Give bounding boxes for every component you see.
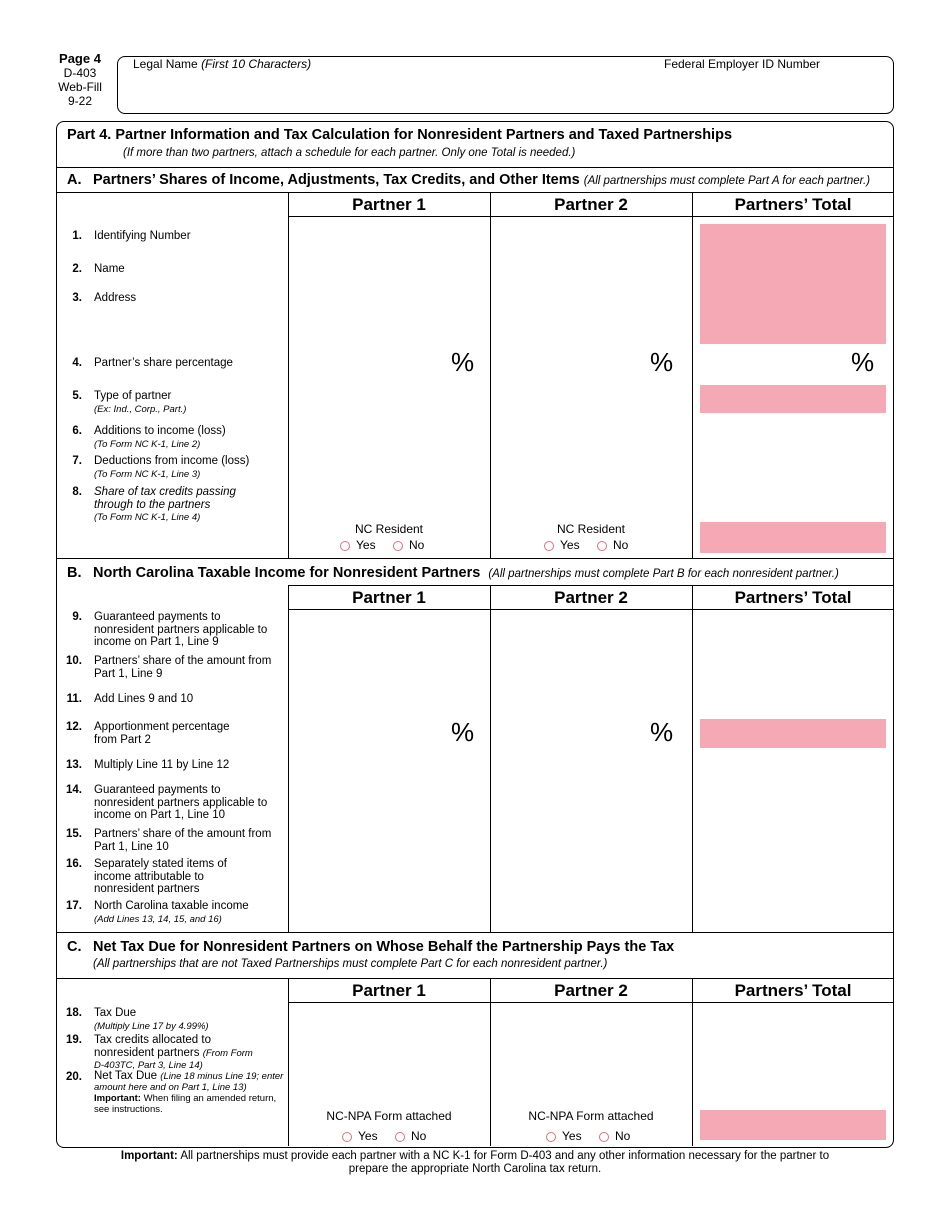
col-divider (692, 978, 693, 1146)
line-number: 11. (66, 693, 82, 705)
line-number: 1. (72, 230, 82, 242)
npa-no-radio[interactable]: No (395, 1129, 426, 1143)
col-partner1: Partner 1 (352, 195, 426, 214)
line-sublabel: (To Form NC K-1, Line 4) (94, 512, 201, 523)
section-a-header (67, 172, 870, 188)
form-version: Web-Fill (58, 80, 102, 94)
line-number: 4. (72, 357, 82, 369)
total-prefill-block (700, 224, 886, 344)
npa-yes-radio[interactable]: Yes (342, 1129, 378, 1143)
divider (288, 1002, 893, 1003)
line-sublabel: (Multiply Line 17 by 4.99%) (94, 1020, 209, 1032)
divider (57, 978, 893, 979)
line-number: 7. (72, 455, 82, 467)
line-sublabel: (From Form D-403TC, Part 3, Line 14) (94, 1047, 253, 1071)
form-number: D-403 (63, 66, 97, 80)
fein-label: Federal Employer ID Number (664, 57, 821, 71)
line-label: Net Tax Due (Line 18 minus Line 19; enter amount here and on Part 1, Line 13) Important: When filing an amended return, see instructions. (94, 1070, 284, 1115)
line-number: 20. (66, 1071, 82, 1083)
col-partner2: Partner 2 (554, 195, 628, 214)
line-number: 6. (72, 425, 82, 437)
radio-circle-icon (393, 541, 403, 551)
section-c-letter: C. (67, 939, 82, 955)
divider (288, 585, 893, 586)
line-label: Identifying Number (94, 230, 191, 242)
line-number: 5. (72, 390, 82, 402)
section-a-note: (All partnerships must complete Part A for each partner.) (583, 175, 871, 187)
line-sublabel: (Line 18 minus Line 19; enter amount here and on Part 1, Line 13) (94, 1071, 284, 1093)
col-divider (288, 585, 289, 932)
line-label: Share of tax credits passing through to the partners (To Form NC K-1, Line 4) (94, 486, 236, 523)
npa-no-radio[interactable]: No (599, 1129, 630, 1143)
part4-note: (If more than two partners, attach a schedule for each partner. Only one Total is needed.) (123, 147, 576, 159)
line-label: Add Lines 9 and 10 (94, 693, 194, 705)
resident-no-radio[interactable]: No (597, 538, 628, 552)
line-label: Deductions from income (loss) (To Form NC K-1, Line 3) (94, 455, 250, 480)
line-label: Tax Due (Multiply Line 17 by 4.99%) (94, 1007, 209, 1032)
col-total: Partners’ Total (734, 195, 852, 214)
line-label: Tax credits allocated to nonresident partners (From Form D-403TC, Part 3, Line 14) (94, 1034, 253, 1071)
footer-text: All partnerships must provide each partner with a NC K-1 for Form D-403 and any other information necessary for the partner to prepare the appropriate North Carolina tax return. (180, 1150, 830, 1175)
radio-circle-icon (342, 1132, 352, 1142)
line-number: 12. (66, 721, 82, 733)
section-a-title: Partners’ Shares of Income, Adjustments, Tax Credits, and Other Items (93, 172, 580, 188)
radio-circle-icon (544, 541, 554, 551)
line-label: Apportionment percentage from Part 2 (94, 721, 230, 746)
resident-yes-radio[interactable]: Yes (340, 538, 376, 552)
radio-circle-icon (597, 541, 607, 551)
line-number: 17. (66, 900, 82, 912)
line-number: 19. (66, 1034, 82, 1046)
partner2-id-input[interactable] (494, 224, 689, 248)
col-partner1: Partner 1 (352, 588, 426, 607)
divider (288, 216, 893, 217)
col-partner2: Partner 2 (554, 588, 628, 607)
nc-npa-label: NC-NPA Form attached (528, 1109, 654, 1123)
col-divider (692, 585, 693, 932)
line-label: Type of partner (Ex: Ind., Corp., Part.) (94, 390, 187, 415)
page-info (50, 52, 110, 108)
col-total: Partners’ Total (734, 588, 852, 607)
legal-name-note: (First 10 Characters) (201, 57, 312, 71)
section-c-title: Net Tax Due for Nonresident Partners on Whose Behalf the Partnership Pays the Tax (93, 939, 675, 955)
legal-name-label: Legal Name (First 10 Characters) (133, 57, 312, 71)
line-label: Guaranteed payments to nonresident partners applicable to income on Part 1, Line 9 (94, 611, 268, 648)
line-sublabel: (To Form NC K-1, Line 3) (94, 468, 201, 480)
line-number: 3. (72, 292, 82, 304)
section-b-header (67, 565, 839, 581)
resident-yes-radio[interactable]: Yes (544, 538, 580, 552)
divider (57, 167, 893, 168)
col-divider (288, 192, 289, 558)
line-number: 14. (66, 784, 82, 796)
percent-sign: % (451, 717, 475, 747)
col-partner2: Partner 2 (554, 981, 628, 1000)
col-divider (490, 585, 491, 932)
nc-npa-label: NC-NPA Form attached (326, 1109, 452, 1123)
fein-input[interactable] (660, 72, 885, 108)
radio-circle-icon (395, 1132, 405, 1142)
important-label: Important: (94, 1093, 141, 1104)
col-total: Partners’ Total (734, 981, 852, 1000)
line-label: Partners’ share of the amount from Part 1, Line 10 (94, 828, 272, 853)
line-label: Separately stated items of income attributable to nonresident partners (94, 858, 227, 895)
partner1-id-input[interactable] (292, 224, 487, 248)
total-prefill-field (700, 1110, 886, 1140)
divider (288, 609, 893, 610)
line-number: 16. (66, 858, 82, 870)
line-number: 2. (72, 263, 82, 275)
percent-sign: % (650, 347, 674, 377)
divider (57, 192, 893, 193)
radio-circle-icon (599, 1132, 609, 1142)
line-number: 8. (72, 486, 82, 498)
col-divider (692, 192, 693, 558)
section-b-letter: B. (67, 565, 82, 581)
line-label: Additions to income (loss) (To Form NC K-1, Line 2) (94, 425, 226, 450)
line-label: Address (94, 292, 137, 304)
divider (57, 558, 893, 559)
line-sublabel: (Ex: Ind., Corp., Part.) (94, 403, 187, 415)
total-prefill-field (700, 385, 886, 413)
section-b-note: (All partnerships must complete Part B for each nonresident partner.) (488, 568, 839, 580)
footer-note (115, 1150, 835, 1175)
part4-title: Part 4. Partner Information and Tax Calculation for Nonresident Partners and Taxed Partnerships (67, 127, 733, 143)
divider (57, 932, 893, 933)
line-number: 13. (66, 759, 82, 771)
section-b-title: North Carolina Taxable Income for Nonresident Partners (93, 565, 481, 581)
section-c-header (67, 939, 674, 955)
form-date: 9-22 (67, 94, 93, 108)
percent-sign: % (650, 717, 674, 747)
line-label: Multiply Line 11 by Line 12 (94, 759, 230, 771)
line-label: Name (94, 263, 125, 275)
line-number: 18. (66, 1007, 82, 1019)
total-prefill-field (700, 719, 886, 748)
npa-yes-radio[interactable]: Yes (546, 1129, 582, 1143)
important-text: When filing an amended return, see instructions. (94, 1093, 277, 1115)
section-a-letter: A. (67, 172, 82, 188)
col-divider (490, 192, 491, 558)
line-label: Guaranteed payments to nonresident partners applicable to income on Part 1, Line 10 (94, 784, 268, 821)
total-prefill-field (700, 522, 886, 553)
section-c-note: (All partnerships that are not Taxed Partnerships must complete Part C for each nonresident partner.) (93, 958, 608, 970)
radio-circle-icon (340, 541, 350, 551)
nc-resident-label: NC Resident (354, 522, 424, 536)
line-number: 10. (66, 655, 82, 667)
legal-name-input[interactable] (125, 72, 645, 108)
col-partner1: Partner 1 (352, 981, 426, 1000)
radio-circle-icon (546, 1132, 556, 1142)
line-number: 15. (66, 828, 82, 840)
line-label: Partners’ share of the amount from Part 1, Line 9 (94, 655, 272, 680)
percent-sign: % (451, 347, 475, 377)
line-sublabel: (Add Lines 13, 14, 15, and 16) (94, 913, 222, 925)
line-sublabel: (To Form NC K-1, Line 2) (94, 438, 201, 450)
footer-important-label: Important: (120, 1150, 178, 1162)
page-number: Page 4 (59, 51, 101, 66)
line-label: Partner’s share percentage (94, 357, 233, 369)
line-label: North Carolina taxable income (Add Lines 13, 14, 15, and 16) (94, 900, 249, 925)
resident-no-radio[interactable]: No (393, 538, 424, 552)
percent-sign: % (851, 347, 875, 377)
line-number: 9. (72, 611, 82, 623)
nc-resident-label: NC Resident (556, 522, 626, 536)
